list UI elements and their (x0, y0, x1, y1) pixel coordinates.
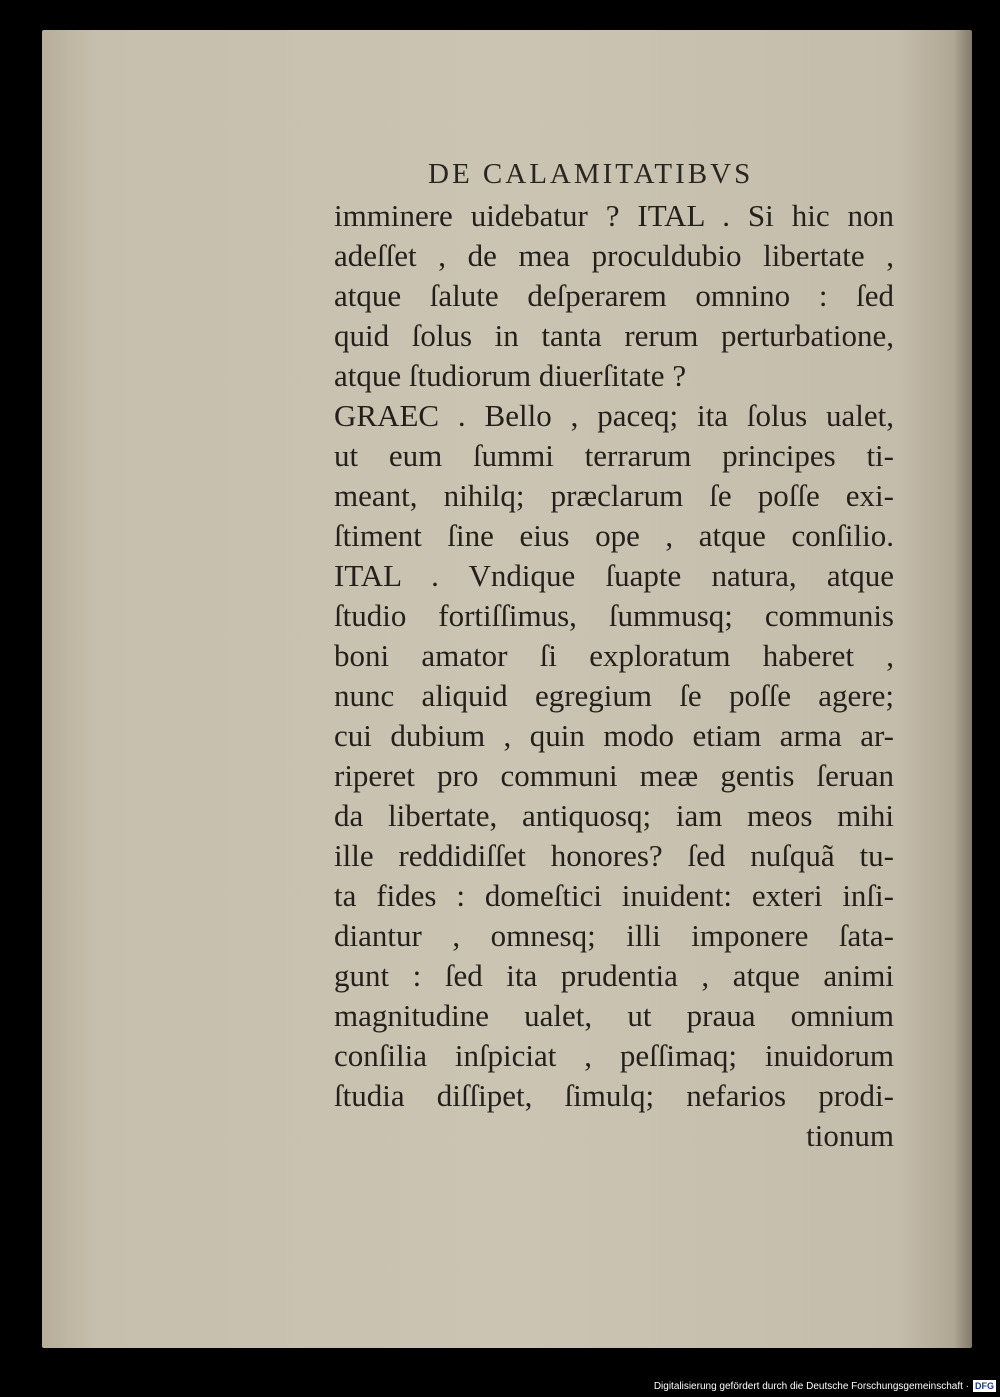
text-line: GRAEC . Bello , paceq; ita ſolus ualet, (334, 398, 894, 433)
text-line: meant, nihilq; præclarum ſe poſſe exi- (334, 478, 894, 513)
text-line: tionum (806, 1118, 894, 1153)
digitization-credit (654, 1379, 996, 1393)
text-line: boni amator ſi exploratum haberet , (334, 638, 894, 673)
text-line: riperet pro communi meæ gentis ſeruan (334, 758, 894, 793)
text-line: adeſſet , de mea proculdubio libertate , (334, 238, 894, 273)
text-line: cui dubium , quin modo etiam arma ar- (334, 718, 894, 753)
text-line: magnitudine ualet, ut praua omnium (334, 998, 894, 1033)
page-edge-shadow (954, 30, 972, 1348)
credit-text: Digitalisierung gefördert durch die Deutsche Forschungsgemeinschaft · (653, 1380, 969, 1392)
text-line: ut eum ſummi terrarum principes ti- (334, 438, 894, 473)
text-line: ſtudia diſſipet, ſimulq; nefarios prodi- (334, 1078, 894, 1113)
body-text (334, 196, 894, 1156)
text-line: ſtudio fortiſſimus, ſummusq; communis (334, 598, 894, 633)
text-line: conſilia inſpiciat , peſſimaq; inuidorum (334, 1038, 894, 1073)
text-line: nunc aliquid egregium ſe poſſe agere; (334, 678, 894, 713)
dfg-logo-icon: DFG (975, 1381, 994, 1391)
text-line: da libertate, antiquosq; iam meos mihi (334, 798, 894, 833)
text-line: ITAL . Vndique ſuapte natura, atque (334, 558, 894, 593)
text-line: ſtiment ſine eius ope , atque conſilio. (334, 518, 894, 553)
text-line: gunt : ſed ita prudentia , atque animi (334, 958, 894, 993)
text-line: atque ſtudiorum diuerſitate ? (334, 358, 687, 393)
running-head: DE CALAMITATIBVS (428, 158, 754, 190)
text-line: imminere uidebatur ? ITAL . Si hic non (334, 198, 894, 233)
text-line: ille reddidiſſet honores? ſed nuſquã tu- (334, 838, 894, 873)
text-line: quid ſolus in tanta rerum perturbatione, (334, 318, 894, 353)
text-line: atque ſalute deſperarem omnino : ſed (334, 278, 894, 313)
text-line: ta fides : domeſtici inuident: exteri inſi- (334, 878, 894, 913)
text-line: diantur , omnesq; illi imponere ſata- (334, 918, 894, 953)
